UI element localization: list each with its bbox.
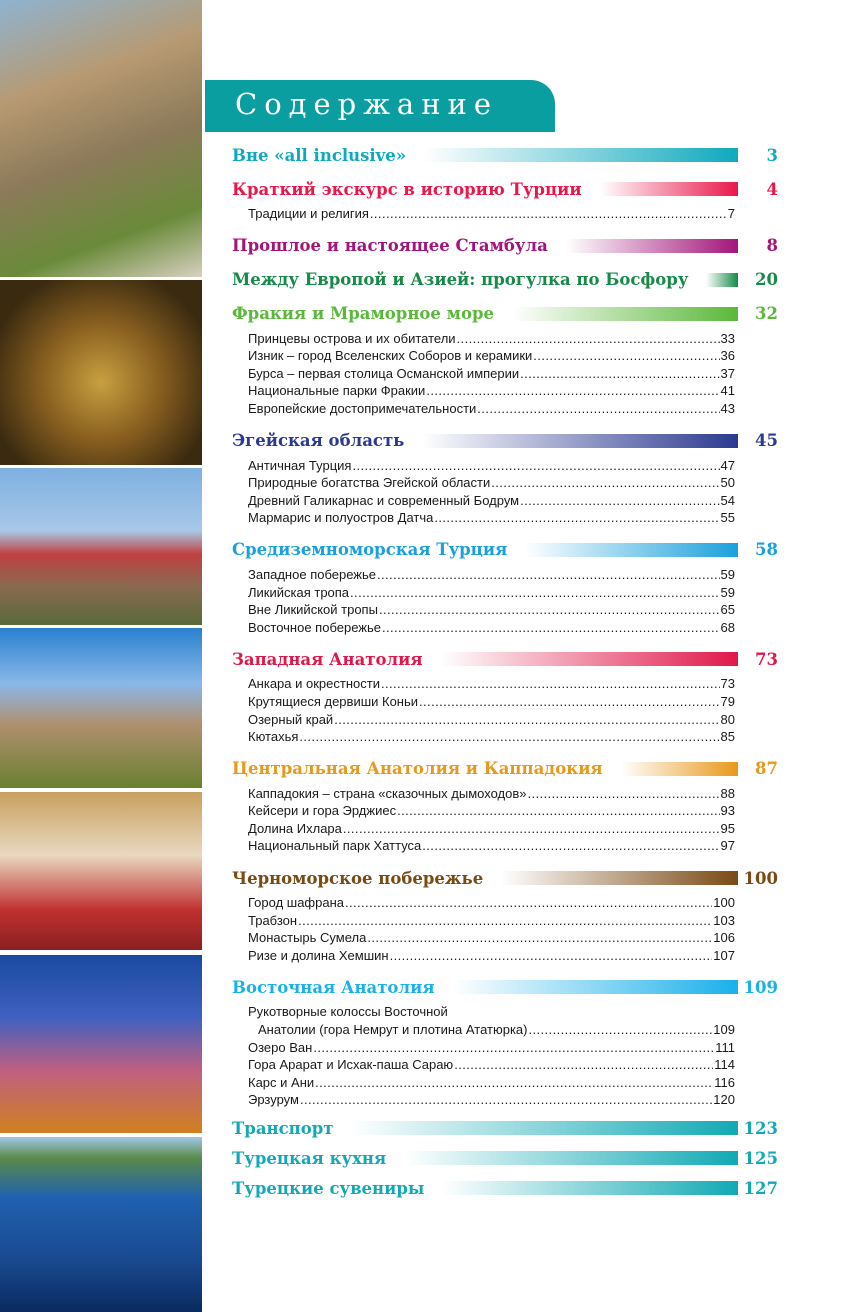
- entry-title: Принцевы острова и их обитатели: [248, 330, 456, 346]
- section-page-number: 4: [766, 179, 778, 199]
- section-title: Фракия и Мраморное море: [232, 304, 495, 324]
- toc-section: [232, 539, 778, 636]
- entry-page-number: 43: [720, 400, 735, 416]
- dot-leader: [422, 837, 719, 855]
- toc-entry[interactable]: [248, 509, 735, 527]
- entry-title: Эрзурум: [248, 1092, 299, 1108]
- entry-page-number: 59: [720, 584, 735, 600]
- entry-page-number: 36: [720, 348, 735, 364]
- toc-section-heading[interactable]: [232, 1117, 778, 1139]
- dot-leader: [533, 347, 719, 365]
- photo-lycian-tombs: [0, 0, 202, 277]
- dot-leader: [527, 785, 719, 803]
- toc-section-heading[interactable]: [232, 430, 778, 452]
- page-title: Содержание: [235, 87, 499, 121]
- section-title: Восточная Анатолия: [232, 977, 435, 997]
- toc-entry[interactable]: [248, 584, 735, 602]
- section-color-bar: [621, 762, 738, 776]
- toc-entry[interactable]: [248, 382, 735, 400]
- section-page-number: 87: [755, 759, 778, 779]
- dot-leader: [350, 584, 719, 602]
- dot-leader: [381, 675, 720, 693]
- entry-title: Озерный край: [248, 711, 334, 727]
- entry-title: Трабзон: [248, 912, 298, 928]
- section-title: Транспорт: [232, 1118, 334, 1138]
- entry-page-number: 47: [720, 457, 735, 473]
- entry-page-number: 73: [720, 676, 735, 692]
- dot-leader: [345, 894, 712, 912]
- section-page-number: 8: [766, 236, 778, 256]
- toc-entry[interactable]: [248, 837, 735, 855]
- entry-title: Гора Арарат и Исхак-паша Сараю: [248, 1057, 454, 1073]
- toc-section: [232, 430, 778, 527]
- toc-entry[interactable]: [248, 675, 735, 693]
- section-color-bar: [566, 239, 738, 253]
- toc-subsection-list: [232, 675, 735, 745]
- toc-entry[interactable]: [248, 1056, 735, 1074]
- dot-leader: [426, 382, 719, 400]
- section-color-bar: [512, 307, 738, 321]
- entry-page-number: 79: [720, 693, 735, 709]
- toc-subsection-list: [232, 330, 735, 418]
- toc-entry[interactable]: [248, 1021, 735, 1039]
- section-title: Центральная Анатолия и Каппадокия: [232, 759, 603, 779]
- entry-page-number: 95: [720, 820, 735, 836]
- toc-section-heading[interactable]: [232, 976, 778, 998]
- section-page-number: 123: [743, 1118, 778, 1138]
- entry-page-number: 106: [713, 930, 735, 946]
- entry-page-number: 55: [720, 510, 735, 526]
- photo-ancient-temple: [0, 628, 202, 788]
- entry-title: Вне Ликийской тропы: [248, 602, 378, 618]
- section-page-number: 127: [743, 1178, 778, 1198]
- entry-page-number: 80: [720, 711, 735, 727]
- section-page-number: 73: [755, 649, 778, 669]
- toc-section-heading[interactable]: [232, 178, 778, 200]
- entry-title: Кейсери и гора Эрджиес: [248, 803, 397, 819]
- entry-page-number: 97: [720, 838, 735, 854]
- section-color-bar: [424, 148, 738, 162]
- entry-title: Крутящиеся дервиши Коньи: [248, 693, 419, 709]
- section-color-bar: [422, 434, 738, 448]
- toc-section-heading[interactable]: [232, 269, 778, 291]
- entry-page-number: 37: [720, 365, 735, 381]
- toc-section: [232, 235, 778, 257]
- toc-entry[interactable]: [248, 205, 735, 223]
- toc-entry[interactable]: [248, 929, 735, 947]
- section-title: Эгейская область: [232, 431, 405, 451]
- dot-leader: [491, 474, 719, 492]
- photo-strip: [0, 0, 202, 1312]
- entry-title: Озеро Ван: [248, 1039, 313, 1055]
- entry-page-number: 107: [713, 947, 735, 963]
- toc-entry[interactable]: [248, 347, 735, 365]
- toc-section: [232, 269, 778, 291]
- section-color-bar: [441, 652, 738, 666]
- dot-leader: [379, 601, 720, 619]
- section-color-bar: [442, 1181, 738, 1195]
- dot-leader: [352, 457, 719, 475]
- entry-page-number: 93: [720, 803, 735, 819]
- section-title: Прошлое и настоящее Стамбула: [232, 236, 548, 256]
- toc-entry-line1[interactable]: Рукотворные колоссы Восточной: [248, 1004, 448, 1020]
- entry-title: Монастырь Сумела: [248, 930, 367, 946]
- dot-leader: [367, 929, 712, 947]
- toc-section: [232, 648, 778, 745]
- toc-section-heading[interactable]: [232, 867, 778, 889]
- section-title: Краткий экскурс в историю Турции: [232, 179, 582, 199]
- toc-subsection-list: [232, 1003, 735, 1109]
- section-color-bar: [453, 980, 738, 994]
- toc-entry[interactable]: [248, 693, 735, 711]
- dot-leader: [334, 711, 719, 729]
- entry-page-number: 114: [714, 1057, 735, 1073]
- entry-page-number: 7: [727, 206, 735, 221]
- section-page-number: 45: [755, 431, 778, 451]
- table-of-contents: [232, 144, 778, 1207]
- photo-night-madrasa: [0, 955, 202, 1133]
- dot-leader: [434, 509, 719, 527]
- section-color-bar: [501, 871, 738, 885]
- entry-page-number: 41: [720, 383, 735, 399]
- toc-subsection-list: [232, 457, 735, 527]
- toc-section-heading[interactable]: [232, 1177, 778, 1199]
- toc-entry[interactable]: [248, 400, 735, 418]
- section-page-number: 109: [743, 977, 778, 997]
- dot-leader: [397, 802, 719, 820]
- dot-leader: [520, 492, 719, 510]
- dot-leader: [520, 365, 719, 383]
- entry-page-number: 65: [720, 602, 735, 618]
- photo-palace-interior: [0, 792, 202, 950]
- toc-section: [232, 144, 778, 166]
- dot-leader: [313, 1039, 714, 1057]
- dot-leader: [298, 912, 712, 930]
- entry-page-number: 120: [713, 1092, 735, 1108]
- toc-section-heading[interactable]: [232, 539, 778, 561]
- entry-title: Изник – город Вселенских Соборов и керамики: [248, 348, 533, 364]
- dot-leader: [370, 205, 727, 223]
- contents-banner: [205, 80, 555, 132]
- entry-page-number: 59: [720, 566, 735, 582]
- section-title: Между Европой и Азией: прогулка по Босфору: [232, 270, 689, 290]
- entry-title: Традиции и религия: [248, 206, 369, 221]
- entry-title: Европейские достопримечательности: [248, 400, 477, 416]
- toc-section-heading[interactable]: [232, 758, 778, 780]
- entry-title: Анатолии (гора Немрут и плотина Ататюрка): [258, 1022, 528, 1038]
- toc-section: [232, 303, 778, 418]
- entry-title: Долина Ихлара: [248, 820, 342, 836]
- photo-lake-boat: [0, 1137, 202, 1312]
- section-page-number: 125: [743, 1148, 778, 1168]
- section-color-bar: [600, 182, 738, 196]
- dot-leader: [457, 330, 720, 348]
- toc-entry[interactable]: [248, 1091, 735, 1109]
- entry-page-number: 116: [714, 1074, 735, 1090]
- toc-section: [232, 178, 778, 223]
- section-title: Вне «all inclusive»: [232, 145, 407, 165]
- section-page-number: 32: [755, 304, 778, 324]
- section-title: Черноморское побережье: [232, 868, 484, 888]
- toc-entry[interactable]: [248, 802, 735, 820]
- entry-title: Ликийская тропа: [248, 584, 350, 600]
- section-title: Западная Анатолия: [232, 649, 423, 669]
- entry-title: Национальные парки Фракии: [248, 383, 426, 399]
- toc-entry[interactable]: [248, 492, 735, 510]
- entry-page-number: 33: [720, 330, 735, 346]
- toc-entry[interactable]: [248, 619, 735, 637]
- toc-section: [232, 1177, 778, 1199]
- entry-page-number: 50: [720, 475, 735, 491]
- toc-entry[interactable]: [248, 365, 735, 383]
- toc-section: [232, 1117, 778, 1139]
- entry-page-number: 111: [715, 1039, 735, 1055]
- section-page-number: 58: [755, 540, 778, 560]
- entry-page-number: 68: [720, 619, 735, 635]
- dot-leader: [382, 619, 720, 637]
- toc-entry[interactable]: [248, 820, 735, 838]
- section-color-bar: [404, 1151, 738, 1165]
- toc-entry[interactable]: [248, 711, 735, 729]
- entry-title: Город шафрана: [248, 895, 344, 911]
- dot-leader: [300, 1091, 712, 1109]
- entry-page-number: 85: [720, 729, 735, 745]
- toc-subsection-list: [232, 894, 735, 964]
- toc-section: [232, 867, 778, 964]
- entry-title: Природные богатства Эгейской области: [248, 475, 491, 491]
- dot-leader: [477, 400, 719, 418]
- section-color-bar: [525, 543, 738, 557]
- entry-title: Национальный парк Хаттуса: [248, 838, 422, 854]
- dot-leader: [315, 1074, 713, 1092]
- entry-title: Каппадокия – страна «сказочных дымоходов»: [248, 785, 527, 801]
- entry-title: Мармарис и полуостров Датча: [248, 510, 434, 526]
- toc-entry[interactable]: [248, 566, 735, 584]
- entry-title: Восточное побережье: [248, 619, 381, 635]
- entry-title: Западное побережье: [248, 566, 377, 582]
- toc-subsection-list: [232, 785, 735, 855]
- entry-title: Карс и Ани: [248, 1074, 315, 1090]
- section-color-bar: [351, 1121, 738, 1135]
- toc-entry[interactable]: [248, 601, 735, 619]
- entry-page-number: 103: [713, 912, 735, 928]
- entry-title: Бурса – первая столица Османской империи: [248, 365, 520, 381]
- toc-entry[interactable]: [248, 912, 735, 930]
- section-page-number: 3: [766, 145, 778, 165]
- photo-medusa-head: [0, 280, 202, 465]
- section-title: Турецкие сувениры: [232, 1178, 425, 1198]
- toc-entry[interactable]: [248, 728, 735, 746]
- toc-section-heading[interactable]: [232, 648, 778, 670]
- toc-section: [232, 976, 778, 1109]
- entry-title: Античная Турция: [248, 457, 352, 473]
- section-page-number: 100: [743, 868, 778, 888]
- section-page-number: 20: [755, 270, 778, 290]
- entry-page-number: 100: [713, 895, 735, 911]
- entry-title: Кютахья: [248, 729, 299, 745]
- dot-leader: [390, 947, 713, 965]
- toc-subsection-list: [232, 566, 735, 636]
- toc-section-heading[interactable]: [232, 144, 778, 166]
- section-color-bar: [706, 273, 738, 287]
- dot-leader: [419, 693, 720, 711]
- toc-entry[interactable]: [248, 474, 735, 492]
- toc-entry[interactable]: [248, 785, 735, 803]
- toc-entry[interactable]: [248, 1074, 735, 1092]
- toc-section: [232, 758, 778, 855]
- entry-title: Анкара и окрестности: [248, 676, 380, 692]
- toc-entry[interactable]: [248, 894, 735, 912]
- dot-leader: [377, 566, 720, 584]
- dot-leader: [529, 1021, 713, 1039]
- toc-section-heading[interactable]: [232, 235, 778, 257]
- dot-leader: [343, 820, 720, 838]
- toc-entry[interactable]: [248, 1039, 735, 1057]
- toc-section: [232, 1147, 778, 1169]
- toc-entry[interactable]: [248, 330, 735, 348]
- section-title: Турецкая кухня: [232, 1148, 387, 1168]
- toc-subsection-list: [232, 205, 735, 223]
- toc-section-heading[interactable]: [232, 1147, 778, 1169]
- entry-title: Ризе и долина Хемшин: [248, 947, 389, 963]
- entry-page-number: 109: [713, 1022, 735, 1038]
- toc-entry[interactable]: [248, 457, 735, 475]
- dot-leader: [299, 728, 719, 746]
- toc-entry[interactable]: [248, 947, 735, 965]
- photo-cable-car: [0, 468, 202, 625]
- section-title: Средиземноморская Турция: [232, 540, 508, 560]
- entry-title: Древний Галикарнас и современный Бодрум: [248, 492, 520, 508]
- entry-page-number: 88: [720, 785, 735, 801]
- entry-page-number: 54: [720, 492, 735, 508]
- dot-leader: [454, 1056, 713, 1074]
- toc-section-heading[interactable]: [232, 303, 778, 325]
